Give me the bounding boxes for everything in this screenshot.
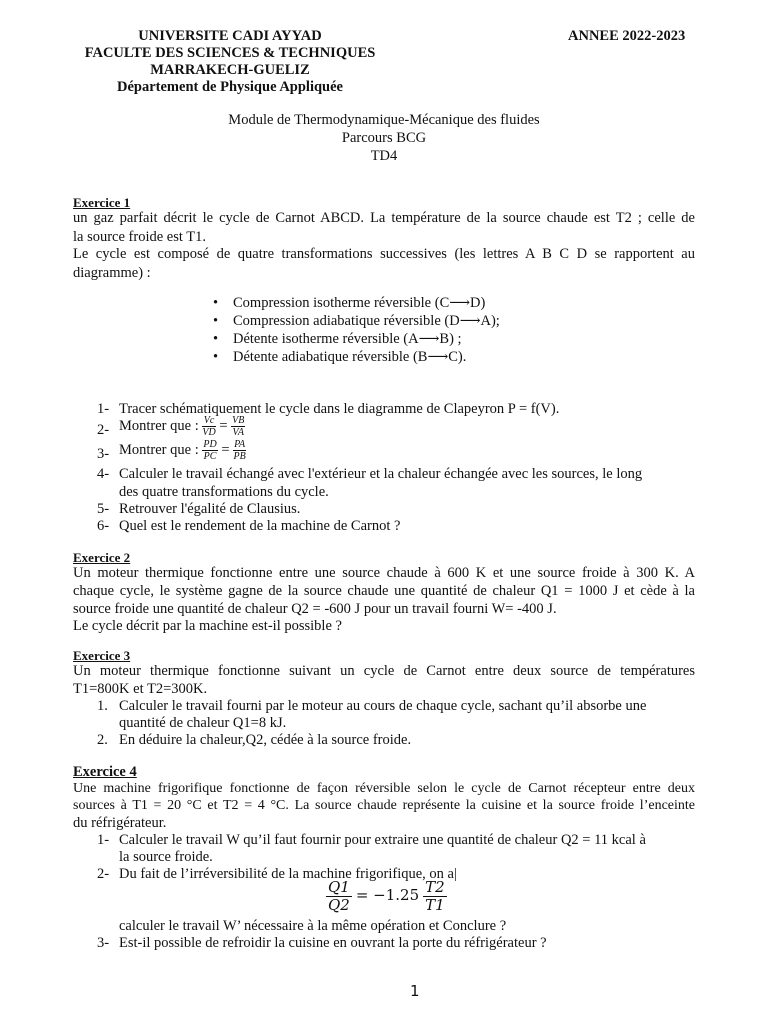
fraction-pa-pb bbox=[233, 439, 246, 462]
fraction-numerator: PD bbox=[203, 439, 217, 450]
faculty-name: FACULTE DES SCIENCES & TECHNIQUES bbox=[84, 45, 376, 61]
fraction-denominator: VA bbox=[232, 427, 244, 438]
exercise-3-question-2: En déduire la chaleur,Q2, cédée à la source froide. bbox=[119, 732, 412, 748]
fraction-numerator: VB bbox=[232, 415, 245, 426]
transformation-list bbox=[213, 294, 500, 366]
fraction-denominator: PC bbox=[203, 451, 217, 462]
exercise-4-question-2: Du fait de l’irréversibilité de la machine frigorifique, on a| bbox=[119, 866, 457, 882]
module-title: Module de Thermodynamique-Mécanique des fluides bbox=[228, 112, 540, 128]
exercise-1-line-2: la source froide est T1. bbox=[73, 229, 207, 245]
question-number: 4- bbox=[97, 466, 110, 482]
question-3-prefix: Montrer que : bbox=[119, 441, 199, 458]
fraction-t2-t1 bbox=[423, 879, 447, 914]
academic-year: ANNEE 2022-2023 bbox=[568, 28, 686, 44]
exercise-4-line-2: sources à T1 = 20 °C et T2 = 4 °C. La source chaude représente la cuisine et la source froide l’enceinte bbox=[73, 798, 695, 813]
list-item: • Détente isotherme réversible (A⟶B) ; bbox=[213, 330, 500, 348]
exercise-1-question-2 bbox=[119, 415, 245, 438]
exercise-4-question-1-line-1: Calculer le travail W qu’il faut fournir pour extraire une quantité de chaleur Q2 = 11 kcal à bbox=[119, 832, 646, 848]
fraction-denominator: VD bbox=[202, 427, 216, 438]
question-number: 2- bbox=[97, 866, 110, 882]
page-number: 1 bbox=[410, 982, 420, 1000]
question-number: 1- bbox=[97, 401, 110, 417]
exercise-1-question-6: Quel est le rendement de la machine de Carnot ? bbox=[119, 518, 401, 534]
exercise-1-line-1: un gaz parfait décrit le cycle de Carnot ABCD. La température de la source chaude est T2 ; celle de bbox=[73, 210, 695, 226]
td-title: TD4 bbox=[370, 148, 398, 164]
equals-sign: = bbox=[221, 441, 230, 458]
exercise-2-line-4: Le cycle décrit par la machine est-il possible ? bbox=[73, 618, 342, 634]
exercise-3-line-2: T1=800K et T2=300K. bbox=[73, 681, 208, 697]
exercise-3-line-1: Un moteur thermique fonctionne suivant un cycle de Carnot entre deux source de températures bbox=[73, 663, 695, 679]
exercise-4-question-3: Est-il possible de refroidir la cuisine en ouvrant la porte du réfrigérateur ? bbox=[119, 935, 547, 951]
list-item: • Détente adiabatique réversible (B⟶C). bbox=[213, 348, 500, 366]
department-name: Département de Physique Appliquée bbox=[117, 79, 343, 95]
fraction-q1-q2 bbox=[326, 879, 352, 914]
exercise-4-question-1-line-2: la source froide. bbox=[119, 849, 213, 865]
question-number: 5- bbox=[97, 501, 110, 517]
fraction-numerator: PA bbox=[234, 439, 246, 450]
city-name: MARRAKECH-GUELIZ bbox=[150, 62, 310, 78]
exercise-3-question-1-line-1: Calculer le travail fourni par le moteur au cours de chaque cycle, sachant qu’il absorbe une bbox=[119, 698, 647, 714]
fraction-denominator: PB bbox=[233, 451, 246, 462]
track-title: Parcours BCG bbox=[341, 130, 427, 146]
exercise-1-question-4-line-2: des quatre transformations du cycle. bbox=[119, 484, 329, 500]
equation-middle: = −1.25 bbox=[355, 886, 420, 905]
exercise-2-line-1: Un moteur thermique fonctionne entre une source chaude à 600 K et une source froide à 300 K. A bbox=[73, 565, 695, 581]
exercise-1-title: Exercice 1 bbox=[73, 195, 131, 210]
question-2-prefix: Montrer que : bbox=[119, 417, 199, 434]
exercise-1-question-4-line-1: Calculer le travail échangé avec l'extérieur et la chaleur échangée avec les sources, le long bbox=[119, 466, 643, 482]
exercise-2-line-3: source froide une quantité de chaleur Q2 = -600 J pour un travail fourni W= -400 J. bbox=[73, 601, 557, 617]
exercise-4-title: Exercice 4 bbox=[73, 764, 137, 780]
question-number: 3- bbox=[97, 935, 110, 951]
exercise-1-question-1: Tracer schématiquement le cycle dans le diagramme de Clapeyron P = f(V). bbox=[119, 401, 560, 417]
exercise-1-line-3: Le cycle est composé de quatre transformations successives (les lettres A B C D se rapportent au bbox=[73, 246, 695, 262]
exercise-1-question-3 bbox=[119, 439, 246, 462]
fraction-pd-pc bbox=[202, 439, 217, 462]
exercise-2-title: Exercice 2 bbox=[73, 550, 131, 565]
exercise-4-question-2-line-2: calculer le travail W’ nécessaire à la même opération et Conclure ? bbox=[119, 918, 507, 934]
irreversibility-equation bbox=[326, 879, 447, 914]
exercise-1-line-4: diagramme) : bbox=[73, 265, 151, 281]
fraction-numerator: Vc bbox=[203, 415, 215, 426]
question-number: 2- bbox=[97, 422, 110, 438]
question-number: 1. bbox=[97, 698, 108, 714]
question-number: 6- bbox=[97, 518, 110, 534]
exercise-3-question-1-line-2: quantité de chaleur Q1=8 kJ. bbox=[119, 715, 287, 731]
list-item: • Compression isotherme réversible (C⟶D) bbox=[213, 294, 500, 312]
equals-sign: = bbox=[219, 417, 228, 434]
fraction-numerator: T2 bbox=[425, 878, 445, 896]
exercise-4-line-1: Une machine frigorifique fonctionne de façon réversible selon le cycle de Carnot récepteur entre deux bbox=[73, 781, 695, 796]
exercise-3-title: Exercice 3 bbox=[73, 648, 131, 663]
fraction-vb-va bbox=[231, 415, 245, 438]
exercise-2-line-2: chaque cycle, le système gagne de la source chaude une quantité de chaleur Q1 = 1000 J et cède à la bbox=[73, 583, 695, 599]
question-number: 1- bbox=[97, 832, 110, 848]
fraction-numerator: Q1 bbox=[328, 878, 350, 896]
university-name: UNIVERSITE CADI AYYAD bbox=[138, 28, 322, 44]
list-item: • Compression adiabatique réversible (D⟶A); bbox=[213, 312, 500, 330]
fraction-denominator: Q2 bbox=[328, 896, 350, 914]
question-number: 3- bbox=[97, 446, 110, 462]
exercise-4-line-3: du réfrigérateur. bbox=[73, 815, 167, 831]
exercise-1-question-5: Retrouver l'égalité de Clausius. bbox=[119, 501, 301, 517]
fraction-vc-vd bbox=[202, 415, 215, 438]
fraction-denominator: T1 bbox=[425, 896, 445, 914]
question-number: 2. bbox=[97, 732, 108, 748]
